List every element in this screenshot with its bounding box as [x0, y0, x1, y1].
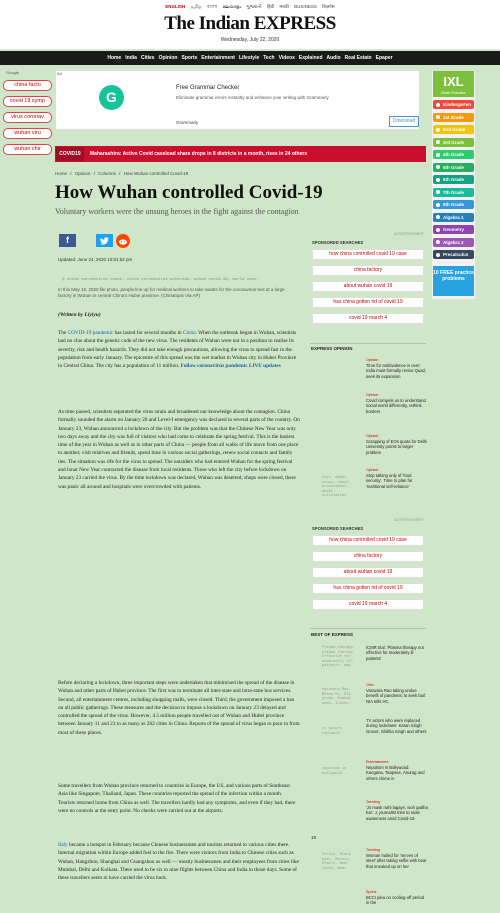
- nav-home[interactable]: Home: [107, 55, 122, 61]
- article-paragraph: Some travellers from Wuhan province returned to countries in Europe, the US, and various parts of Southeast Asia like Singapore, Thailand, Japan. These countries reported the spread of the infection within a month. Tourists returned home from China as well. The travellers hardly had any symptoms, and even if they had, there were no controls at the entry point. No checks were carried out at the airports.: [58, 783, 296, 814]
- ad-brand: Grammarly: [176, 120, 199, 125]
- china-link[interactable]: China: [182, 330, 196, 336]
- twitter-share-icon[interactable]: [96, 234, 113, 247]
- ad-download-button[interactable]: Download: [389, 116, 419, 127]
- best-link[interactable]: BCCI plea on cooling-off period in the: [366, 895, 425, 906]
- lang-business-hindi[interactable]: बिज़नेस: [322, 4, 335, 9]
- ixl-grade-button[interactable]: Algebra 2: [433, 238, 474, 247]
- opinion-link[interactable]: Covid compels us to understand social world differently, rethink borders: [366, 398, 426, 414]
- nav-explained[interactable]: Explained: [298, 55, 323, 61]
- sponsored-search-item[interactable]: about wuhan covid 19: [312, 281, 424, 292]
- best-thumb: tv actors replaced: [322, 727, 342, 736]
- stray-label: 19: [311, 835, 317, 840]
- opinion-link[interactable]: Time for ambivalence is over: India must formally revive Quad, seek its expansion: [366, 363, 427, 379]
- left-search-chip[interactable]: china facto: [3, 80, 52, 91]
- lang-bangla[interactable]: বাংলা: [206, 4, 218, 9]
- best-tag: Entertainment: [366, 760, 389, 764]
- ixl-grade-button[interactable]: 4th Grade: [433, 150, 474, 159]
- nav-opinion[interactable]: Opinion: [158, 55, 178, 61]
- article-paragraph: [58, 329, 300, 370]
- ixl-grade-button[interactable]: 6th Grade: [433, 175, 474, 184]
- opinion-tag: Opinion: [366, 434, 379, 438]
- best-link[interactable]: TV actors who were replaced during lockdown: Karan Singh Grover, Shikha Singh and others: [366, 718, 427, 734]
- breadcrumb-columns[interactable]: Columns: [98, 171, 116, 176]
- best-thumb: Selfie, Black bear, Mexico, Blaire, Bear video, Bear: [322, 853, 351, 871]
- lang-tamil[interactable]: தமிழ்: [190, 4, 202, 9]
- article-paragraph: As time passed, scientists separated the virus strain and broadened our knowledge about the contagion. China formally sounded the alarm on January 20 and Level-I emergency was declared in several parts of the country. On January 23, Wuhan announced a lockdown of the city. But the problem was that the Chinese New Year was only two days away and the city was full of visitors who had come to celebrate the spring festival. This is the busiest time of the year in Wuhan as well as in other parts of China — people from all walks of life move from one place to another, visit relatives and friends, spend time in various social gatherings, renew social contacts and family ties. The situation was rife for the virus to spread. The outsiders who had entered Wuhan for the spring festival and lunar New Year contracted the disease from local residents. Those who left the city before lockdown on January 23 carried the virus. By the time lockdown was declared, Wuhan was deserted, shops were closed, there was panic all around and hospitals were overcrowded with patients.: [58, 409, 300, 490]
- nav-real-estate[interactable]: Real Estate: [344, 55, 372, 61]
- article-subhead: Voluntary workers were the unsung heroes in the fight against the contagion: [55, 207, 299, 216]
- breadcrumb-home[interactable]: Home: [55, 171, 68, 176]
- ixl-grade-button[interactable]: 3rd Grade: [433, 138, 474, 147]
- updated-time: Updated: June 24, 2020 10:51:52 pm: [58, 257, 133, 262]
- best-tag: Sports: [366, 890, 377, 894]
- opinion-link[interactable]: Scrapping of EOs quota for Delhi University points to larger problem: [366, 439, 428, 455]
- reddit-share-icon[interactable]: [116, 234, 130, 248]
- nav-tech[interactable]: Tech: [263, 55, 275, 61]
- left-search-chip[interactable]: covid 19 symp: [3, 96, 52, 107]
- lang-business[interactable]: BUSINESS: [294, 4, 317, 9]
- left-search-chip[interactable]: wuhan chir: [3, 144, 52, 155]
- opinion-link[interactable]: Stop talking only of 'food security'. Time to plan for 'nutritional self-reliance': [366, 473, 413, 489]
- grammarly-logo-icon: G: [99, 85, 124, 110]
- nav-sports[interactable]: Sports: [181, 55, 198, 61]
- facebook-share-icon[interactable]: f: [59, 234, 76, 247]
- breadcrumb-sep: /: [93, 171, 95, 176]
- opinion-thumb: diet, wheat crops, wheat procurement, wheat cultivation: [322, 476, 349, 499]
- best-link[interactable]: Varavara Rao taking undue benefit of pandemic to seek bail: NIA tells HC: [366, 688, 427, 704]
- ixl-grade-button[interactable]: 8th Grade: [433, 200, 474, 209]
- best-tag: Trending: [366, 848, 381, 852]
- sponsored-search-item[interactable]: how china controlled covid 19 case: [312, 535, 424, 546]
- divider: [310, 343, 426, 344]
- ixl-grade-button[interactable]: Kindergarten: [433, 100, 474, 109]
- byline: (Written by Liyiyu): [58, 312, 101, 318]
- sponsored-search-item[interactable]: china factory: [312, 265, 424, 276]
- sponsored-search-item[interactable]: covid 19 march 4: [312, 313, 424, 324]
- ixl-grade-button[interactable]: 2nd Grade: [433, 125, 474, 134]
- image-alt-text: china coronavirus cases, china coronavirus outbreak, wuhan covid-19, world news,: [66, 278, 259, 282]
- ixl-logo[interactable]: IXL: [433, 71, 474, 97]
- sponsored-heading: SPONSORED SEARCHES: [312, 240, 364, 245]
- image-alt-tags: [62, 276, 259, 282]
- breaking-headline[interactable]: Maharashtra: Active Covid caseload share drops in 8 districts in a month, rises in 24 others: [90, 151, 308, 157]
- sponsored-heading: SPONSORED SEARCHES: [312, 526, 364, 531]
- breadcrumb: [55, 171, 190, 176]
- best-tag: Ohio: [366, 683, 374, 687]
- ixl-subtitle: Math Practice: [441, 90, 466, 95]
- breaking-tag: COVID19: [56, 147, 84, 161]
- best-link[interactable]: Woman hailed for 'nerves of steel' after taking selfie with bear that sneaked up on her: [366, 853, 427, 869]
- nav-entertainment[interactable]: Entertainment: [201, 55, 235, 61]
- breadcrumb-opinion[interactable]: Opinion: [74, 171, 91, 176]
- language-bar: [0, 4, 500, 11]
- article-paragraph: [58, 841, 300, 882]
- best-of-express-heading: BEST OF EXPRESS: [311, 632, 354, 637]
- best-thumb: Plasma therapy, plasma therapy effective for moderately ill patients, may: [322, 646, 356, 669]
- sponsored-search-item[interactable]: china factory: [312, 551, 424, 562]
- ixl-grade-button[interactable]: 7th Grade: [433, 188, 474, 197]
- article-headline: How Wuhan controlled Covid-19: [55, 182, 323, 203]
- ad-description: Eliminate grammar errors instantly and enhance your writing with Grammarly: [176, 95, 329, 100]
- best-tag: Trending: [366, 800, 381, 804]
- lang-malayalam[interactable]: മലയാളം: [222, 4, 242, 9]
- para-text: The: [58, 330, 68, 336]
- ad-tag: Ad: [57, 71, 62, 76]
- opinion-tag: Opinion: [366, 468, 379, 472]
- ixl-grade-button[interactable]: 1st Grade: [433, 113, 474, 122]
- para-text: has lasted for several months in: [113, 330, 183, 336]
- image-caption: In this May 15, 2020 file photo, people line up for medical workers to take swabs for the coronavirus test at a large factory in Wuhan in central China's Hubei province. (Chinatopix Via AP): [58, 287, 285, 298]
- ad-title[interactable]: Free Grammar Checker: [176, 85, 240, 91]
- nav-epaper[interactable]: Epaper: [375, 55, 393, 61]
- lang-gujarati[interactable]: ગુજરાતી: [246, 4, 262, 9]
- opinion-tag: Opinion: [366, 393, 379, 397]
- lang-marathi[interactable]: मराठी: [279, 4, 289, 9]
- sponsored-search-item[interactable]: how china controlled covid 19 case: [312, 249, 424, 260]
- nav-videos[interactable]: Videos: [278, 55, 295, 61]
- sponsored-search-item[interactable]: covid 19 march 4: [312, 599, 424, 610]
- breadcrumb-sep: /: [119, 171, 121, 176]
- left-search-chip[interactable]: wuhan viru: [3, 128, 52, 139]
- sponsored-search-item[interactable]: has china gotten rid of covid 19: [312, 583, 424, 594]
- ixl-grade-button[interactable]: Precalculus: [433, 250, 474, 259]
- site-logo[interactable]: The Indian EXPRESS: [164, 13, 336, 34]
- divider: [310, 628, 426, 629]
- best-thumb: Varavara Rao, Bhima KO, NIA probe, Mumbai news, Indian: [322, 688, 351, 706]
- left-search-chip[interactable]: virus coronav: [3, 112, 52, 123]
- best-link[interactable]: ICMR trial: 'Plasma therapy not effective for moderately ill patients': [366, 645, 424, 661]
- breadcrumb-current: How Wuhan controlled Covid-19: [123, 171, 189, 176]
- ixl-free-button[interactable]: 10 FREE practice problems: [433, 266, 474, 296]
- opinion-tag: Opinion: [366, 358, 379, 362]
- main-nav: [0, 51, 500, 65]
- nav-cities[interactable]: Cities: [140, 55, 155, 61]
- ixl-grade-button[interactable]: Algebra 1: [433, 213, 474, 222]
- masthead-date: Wednesday, July 22, 2020: [220, 37, 280, 43]
- ixl-grade-button[interactable]: Geometry: [433, 225, 474, 234]
- ad-label: ADVERTISEMENT: [394, 518, 424, 522]
- lang-english[interactable]: ENGLISH: [165, 4, 186, 9]
- sponsored-search-item[interactable]: has china gotten rid of covid 19: [312, 297, 424, 308]
- article-paragraph: Before declaring a lockdown, three important steps were undertaken that minimised the spread of the disease in Wuhan and other parts of Hubei province. The first was to terminate all inter-state and intra-state bus services. Second, all entertainment centres, including shopping malls, were closed. Third, the government imposed a ban on all public gatherings. These measures and the decision to impose a lockdown on January 23 delayed and controlled the spread of the virus. However, 4.5 million people travelled out of Wuhan and Hubei province between January 11 and 23 to as many as 262 cities in China. Reports of the spread of virus began to pour in from most of these places.: [58, 680, 300, 736]
- nav-india[interactable]: India: [125, 55, 137, 61]
- express-opinion-heading: EXPRESS OPINION: [311, 346, 353, 351]
- sponsored-search-item[interactable]: about wuhan covid 19: [312, 567, 424, 578]
- nav-lifestyle[interactable]: Lifestyle: [238, 55, 260, 61]
- covid-pandemic-link[interactable]: COVID-19 pandemic: [67, 330, 114, 336]
- breadcrumb-sep: /: [70, 171, 72, 176]
- ad-label: ADVERTISEMENT: [394, 232, 424, 236]
- ixl-grade-button[interactable]: 5th Grade: [433, 163, 474, 172]
- italy-link[interactable]: Italy: [58, 842, 68, 848]
- para-text: . When the outbreak began in Wuhan, scientists had no clue about the genetic code of the new virus. The residents of Wuhan were not in a position to realise its severity, risk and health hazards. They did not take enough precautions, allowing the virus to spread fast in the population from early January. The epicentre of this spread was the wet market in Wuhan city in Hubei Province in Central China. The city has a population of 11 million.: [58, 330, 297, 370]
- nav-audio[interactable]: Audio: [326, 55, 341, 61]
- para-text: became a hotspot in February because Chinese businessmen and tourists returned to various cities there. Internal migration within Europe added fuel to the fire. There were visitors from India to Chinese cities such as Wuhan, Hangzhou, Shanghai and Guangzhou as well — mostly businessmen and their employees from cities like Mumbai, Delhi and Kolkata. There used to be six to nine flights between China and India in those days. Some of these travellers seem to have carried the virus back.: [58, 842, 299, 882]
- best-link[interactable]: 'Jo mask nahi lagaye, woh gadha hai': J, journalist tries to raise awareness amid Covid-19: [366, 805, 428, 821]
- best-link[interactable]: Nepotism in Bollywood: Kangana, Taapsee, Anurag and others chime in: [366, 765, 425, 781]
- best-thumb: nepotism in bollywood: [322, 767, 347, 776]
- google-ad-label: Google: [6, 70, 19, 75]
- broken-image-icon: ▣: [62, 278, 67, 282]
- follow-live-updates-link[interactable]: Follow coronavirus pandemic LIVE updates: [180, 363, 281, 370]
- lang-hindi[interactable]: हिंदी: [266, 4, 275, 9]
